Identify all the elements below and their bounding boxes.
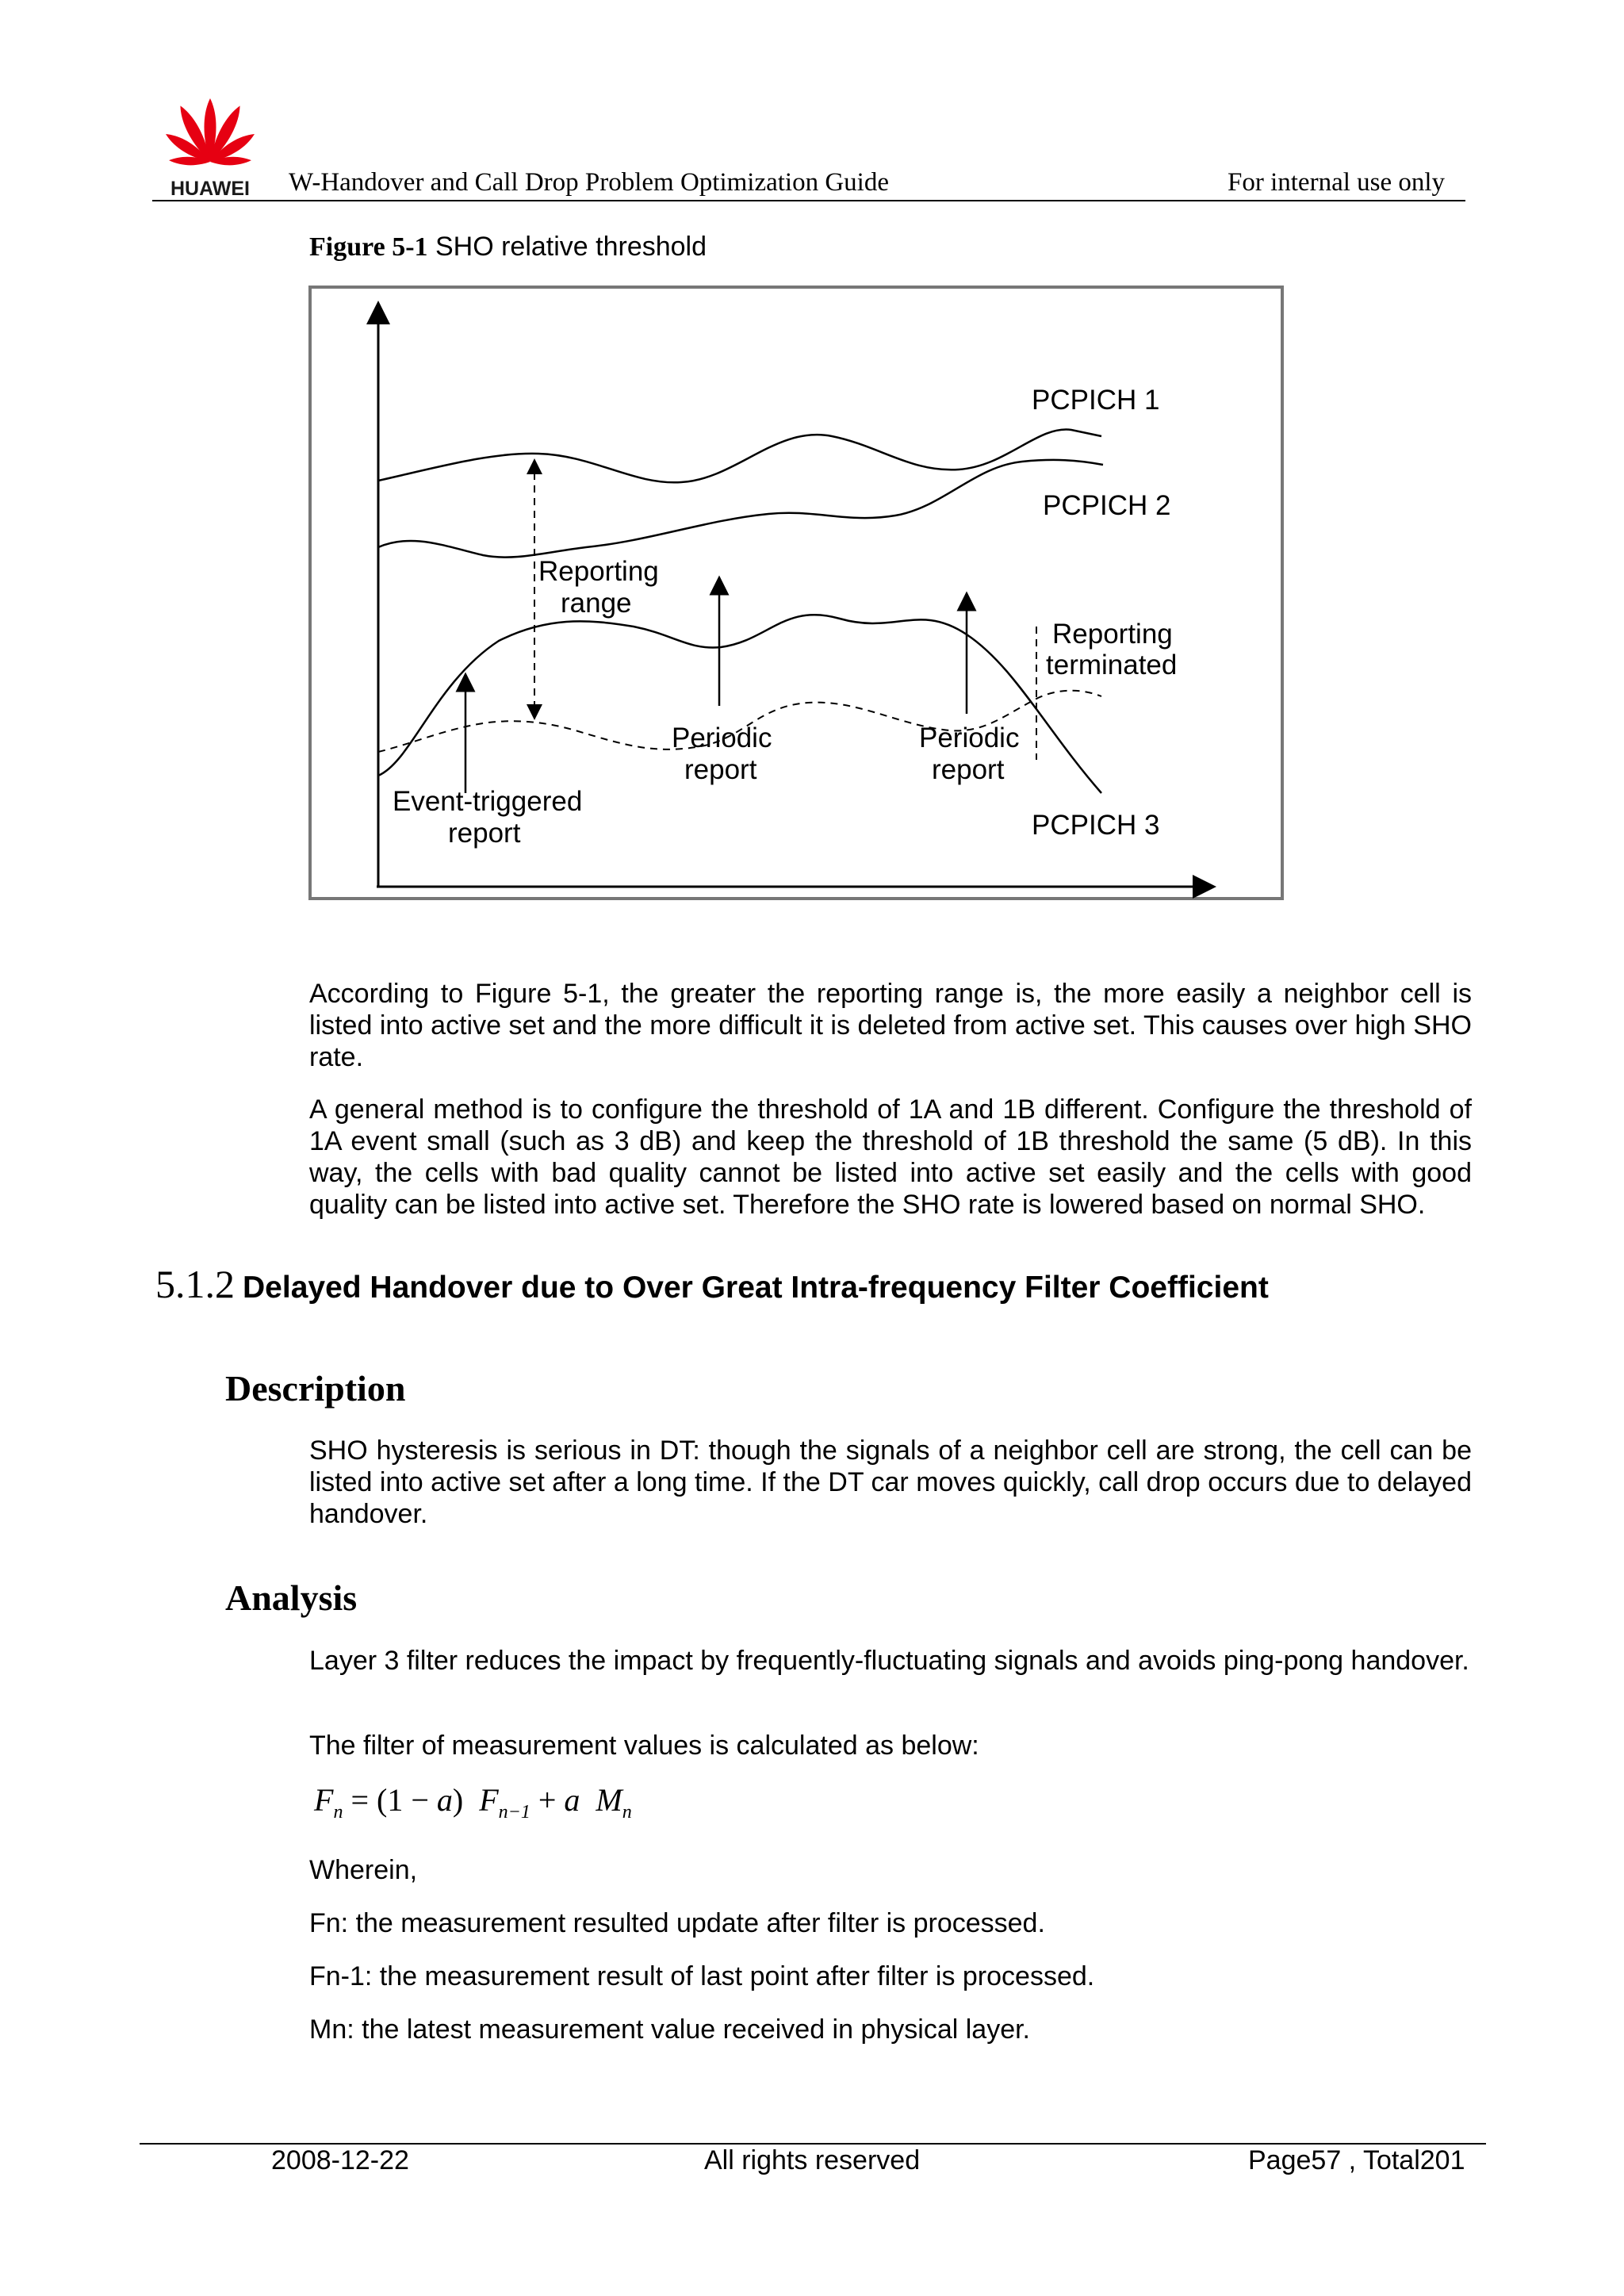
definition-mn: Mn: the latest measurement value received in physical layer. [309, 2014, 1031, 2045]
logo-wordmark: HUAWEI [170, 178, 250, 198]
footer-rights: All rights reserved [704, 2145, 921, 2175]
formula-F: F [314, 1782, 334, 1818]
formula-eq: = (1 − [343, 1782, 437, 1818]
figure-caption [309, 232, 707, 263]
label-reporting-terminated-line1: Reporting [1052, 619, 1173, 650]
paragraph-general-method: A general method is to configure the threshold of 1A and 1B different. Configure the threshold of 1A event small (such as 3 dB) and keep the threshold of 1B threshold the same (5 dB). In this way, the cells with bad quality cannot be listed into active set easily and the cells with good quality can be listed into active set. Therefore the SHO rate is lowered based on normal SHO. [309, 1094, 1472, 1220]
definition-fn-1: Fn-1: the measurement result of last point after filter is processed. [309, 1961, 1095, 1991]
definition-fn: Fn: the measurement resulted update after filter is processed. [309, 1908, 1045, 1938]
section-title: Delayed Handover due to Over Great Intra-frequency Filter Coefficient [243, 1271, 1269, 1305]
huawei-logo [157, 89, 263, 198]
classification-label: For internal use only [1228, 168, 1446, 197]
footer-page-number: Page57 , Total201 [1248, 2145, 1465, 2175]
formula-plus: + [530, 1782, 565, 1818]
filter-formula [314, 1781, 632, 1823]
paragraph-layer3-filter: Layer 3 filter reduces the impact by frequently-fluctuating signals and avoids ping-pong handover. [309, 1646, 1469, 1676]
label-event-triggered-line1: Event-triggered [393, 786, 583, 817]
formula-sub-n-minus-1: n−1 [498, 1802, 530, 1823]
label-periodic-report-b-line2: report [932, 754, 1005, 785]
label-periodic-report-b-line1: Periodic [919, 723, 1020, 753]
description-heading: Description [225, 1368, 406, 1409]
footer-divider [140, 2143, 1486, 2145]
section-heading [155, 1261, 1269, 1307]
footer-date: 2008-12-22 [271, 2145, 409, 2175]
section-number: 5.1.2 [155, 1262, 235, 1306]
formula-M: M [596, 1782, 622, 1818]
label-pcpich1: PCPICH 1 [1032, 385, 1160, 416]
header-divider [152, 200, 1465, 201]
sho-threshold-figure [308, 286, 1284, 900]
label-reporting-range-line1: Reporting [538, 556, 659, 587]
paragraph-reporting-range: According to Figure 5-1, the greater the reporting range is, the more easily a neighbor cell is listed into active set and the more difficult it is deleted from active set. This causes over high SHO rate. [309, 979, 1472, 1072]
formula-sub-n: n [333, 1802, 343, 1823]
figure-caption-label: Figure 5-1 [309, 232, 428, 262]
label-pcpich2: PCPICH 2 [1043, 490, 1171, 521]
paragraph-wherein: Wherein, [309, 1855, 418, 1885]
label-periodic-report-a-line1: Periodic [672, 723, 772, 753]
document-title: W-Handover and Call Drop Problem Optimization Guide [289, 168, 890, 197]
label-reporting-range-line2: range [561, 588, 632, 619]
formula-a-2: a [564, 1782, 580, 1818]
paragraph-filter-intro: The filter of measurement values is calculated as below: [309, 1731, 979, 1761]
label-periodic-report-a-line2: report [684, 754, 757, 785]
analysis-heading: Analysis [225, 1577, 358, 1618]
paragraph-description: SHO hysteresis is serious in DT: though the signals of a neighbor cell are strong, the cell can be listed into active set after a long time. If the DT car moves quickly, call drop occurs due to delayed handover. [309, 1435, 1472, 1529]
formula-sub-n-2: n [622, 1802, 632, 1823]
label-event-triggered-line2: report [448, 818, 521, 849]
label-reporting-terminated-line2: terminated [1046, 650, 1178, 680]
formula-close: ) [452, 1782, 464, 1818]
formula-a: a [436, 1782, 453, 1818]
label-pcpich3: PCPICH 3 [1032, 810, 1160, 841]
formula-F-prev: F [479, 1782, 499, 1818]
figure-caption-text: SHO relative threshold [427, 232, 707, 262]
